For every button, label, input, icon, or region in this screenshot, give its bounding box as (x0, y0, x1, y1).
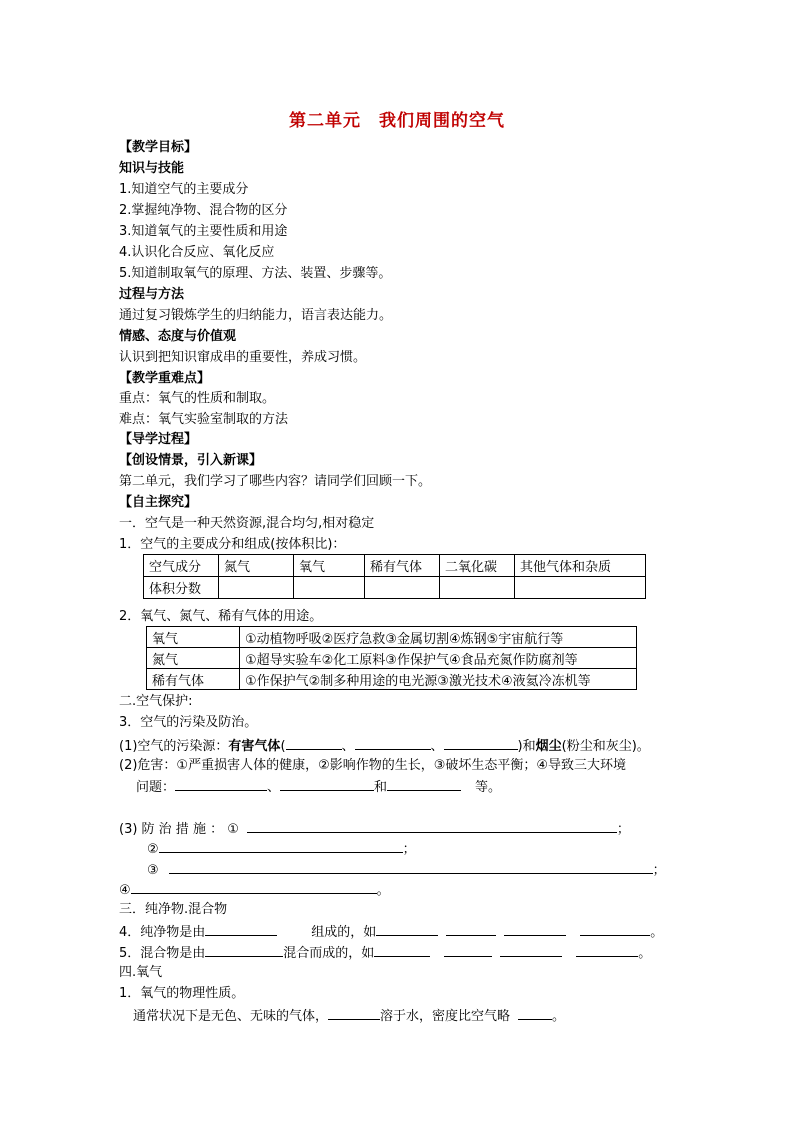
gas-name: 稀有气体 (147, 669, 240, 690)
table-cell[interactable] (294, 577, 365, 599)
fill-blank[interactable] (500, 943, 562, 957)
harm-prefix: 问题： (136, 780, 176, 795)
fill-blank[interactable] (355, 736, 431, 750)
measure-number: ④ (119, 883, 131, 898)
table-row (147, 669, 637, 690)
knowledge-heading: 知识与技能 (119, 161, 185, 176)
table-row (147, 648, 637, 669)
fill-blank[interactable] (444, 943, 492, 957)
process-text: 通过复习锻炼学生的归纳能力，语言表达能力。 (119, 308, 393, 323)
fill-blank[interactable] (131, 880, 377, 894)
measure-number: ② (147, 842, 159, 857)
pure-mid: 组成的，如 (311, 925, 377, 940)
knowledge-item: 2.掌握纯净物、混合物的区分 (119, 203, 288, 218)
fill-blank[interactable] (374, 943, 430, 957)
dust-note: (粉尘和灰尘)。 (561, 739, 650, 754)
emotion-text: 认识到把知识窜成串的重要性，养成习惯。 (119, 350, 367, 365)
oxygen-props-end: 。 (552, 1009, 566, 1024)
dust-label: 烟尘 (535, 739, 562, 754)
page-title: 第二单元 我们周围的空气 (289, 111, 505, 131)
guide-heading: 【导学过程】 (119, 432, 198, 447)
measures-line-2 (147, 839, 416, 858)
table-cell[interactable] (440, 577, 515, 599)
fill-blank[interactable] (328, 1006, 380, 1020)
explore-heading: 【自主探究】 (119, 495, 198, 510)
knowledge-item: 3.知道氧气的主要性质和用途 (119, 224, 288, 239)
key-heading: 【教学重难点】 (119, 371, 211, 386)
fill-blank[interactable] (205, 922, 277, 936)
gas-name: 氮气 (147, 648, 240, 669)
harm-end: 等。 (475, 780, 502, 795)
fill-blank[interactable] (159, 839, 403, 853)
pollution-sources-line (119, 736, 650, 755)
table-header-cell: 空气成分 (144, 555, 219, 577)
measures-line-4 (119, 880, 390, 899)
gas-name: 氧气 (147, 627, 240, 648)
gas-uses-table (146, 626, 637, 690)
objectives-heading: 【教学目标】 (119, 140, 198, 155)
table-row-label: 体积分数 (144, 577, 219, 599)
fill-blank[interactable] (286, 736, 342, 750)
table-header-cell: 稀有气体 (365, 555, 440, 577)
table-row (144, 577, 646, 599)
emotion-heading: 情感、态度与价值观 (119, 329, 237, 344)
fill-blank[interactable] (376, 922, 438, 936)
question-2: 2．氧气、氮气、稀有气体的用途。 (119, 609, 323, 624)
gas-uses: ①超导实验车②化工原料③作保护气④食品充氮作防腐剂等 (240, 648, 637, 669)
oxygen-props-prefix: 通常状况下是无色、无味的气体， (133, 1009, 329, 1024)
mixture-end: 。 (638, 946, 652, 961)
table-header-cell: 氧气 (294, 555, 365, 577)
measure-number: ③ (147, 863, 159, 878)
section-three-heading: 三．纯净物.混合物 (119, 902, 228, 917)
knowledge-item: 4.认识化合反应、氧化反应 (119, 245, 275, 260)
harm-line-1: (2)危害：①严重损害人体的健康，②影响作物的生长，③破坏生态平衡；④导致三大环境 (119, 758, 627, 773)
fill-blank[interactable] (444, 736, 518, 750)
oxygen-properties-line (133, 1006, 565, 1025)
section-two-heading: 二.空气保护: (119, 694, 193, 709)
pollution-prefix: (1)空气的污染源： (119, 739, 229, 754)
measures-line-3 (147, 860, 666, 879)
open-paren: ( (280, 739, 286, 754)
semicolon: ； (616, 822, 630, 837)
oxygen-props-mid: 溶于水，密度比空气略 (380, 1009, 511, 1024)
process-heading: 过程与方法 (119, 287, 185, 302)
table-cell[interactable] (515, 577, 646, 599)
separator: 、 (341, 739, 355, 754)
fill-blank[interactable] (387, 777, 461, 791)
fill-blank[interactable] (504, 922, 566, 936)
separator: 、 (430, 739, 444, 754)
oxygen-question-1: 1．氧气的物理性质。 (119, 986, 245, 1001)
semicolon: ； (652, 863, 666, 878)
table-row (144, 555, 646, 577)
pure-substance-line (119, 922, 663, 941)
fill-blank[interactable] (576, 943, 638, 957)
close-paren: )和 (517, 739, 536, 754)
intro-heading: 【创设情景，引入新课】 (119, 453, 263, 468)
fill-blank[interactable] (205, 943, 283, 957)
harmful-gas-label: 有害气体 (228, 739, 281, 754)
gas-uses: ①动植物呼吸②医疗急救③金属切割④炼钢⑤宇宙航行等 (240, 627, 637, 648)
measures-line-1 (119, 819, 630, 838)
fill-blank[interactable] (518, 1006, 552, 1020)
fill-blank[interactable] (280, 777, 374, 791)
table-row (147, 627, 637, 648)
fill-blank[interactable] (169, 860, 653, 874)
fill-blank[interactable] (175, 777, 267, 791)
separator: 、 (267, 780, 281, 795)
section-four-heading: 四.氧气 (119, 965, 163, 980)
knowledge-item: 1.知道空气的主要成分 (119, 182, 249, 197)
table-cell[interactable] (219, 577, 294, 599)
period: 。 (376, 883, 390, 898)
harm-line-2 (136, 777, 501, 796)
pure-end: 。 (650, 925, 664, 940)
mixture-mid: 混合而成的，如 (283, 946, 375, 961)
table-header-cell: 氮气 (219, 555, 294, 577)
gas-uses: ①作保护气②制多种用途的电光源③激光技术④液氦冷冻机等 (240, 669, 637, 690)
and-text: 和 (374, 780, 388, 795)
measures-label: (3) 防 治 措 施 ： ① (119, 822, 239, 837)
difficult-point: 难点：氧气实验室制取的方法 (119, 412, 289, 427)
pure-prefix: 4．纯净物是由 (119, 925, 206, 940)
question-3: 3．空气的污染及防治。 (119, 715, 258, 730)
air-composition-table (143, 554, 646, 599)
mixture-line (119, 943, 651, 962)
mixture-prefix: 5．混合物是由 (119, 946, 206, 961)
semicolon: ； (402, 842, 416, 857)
section-one-heading: 一．空气是一种天然资源,混合均匀,相对稳定 (119, 516, 375, 531)
key-point: 重点：氧气的性质和制取。 (119, 391, 276, 406)
fill-blank[interactable] (580, 922, 650, 936)
question-1: 1．空气的主要成分和组成(按体积比)： (119, 537, 346, 552)
fill-blank[interactable] (247, 819, 617, 833)
table-header-cell: 其他气体和杂质 (515, 555, 646, 577)
table-header-cell: 二氧化碳 (440, 555, 515, 577)
knowledge-item: 5.知道制取氧气的原理、方法、装置、步骤等。 (119, 266, 392, 281)
table-cell[interactable] (365, 577, 440, 599)
intro-text: 第二单元，我们学习了哪些内容？请同学们回顾一下。 (119, 474, 432, 489)
fill-blank[interactable] (446, 922, 496, 936)
